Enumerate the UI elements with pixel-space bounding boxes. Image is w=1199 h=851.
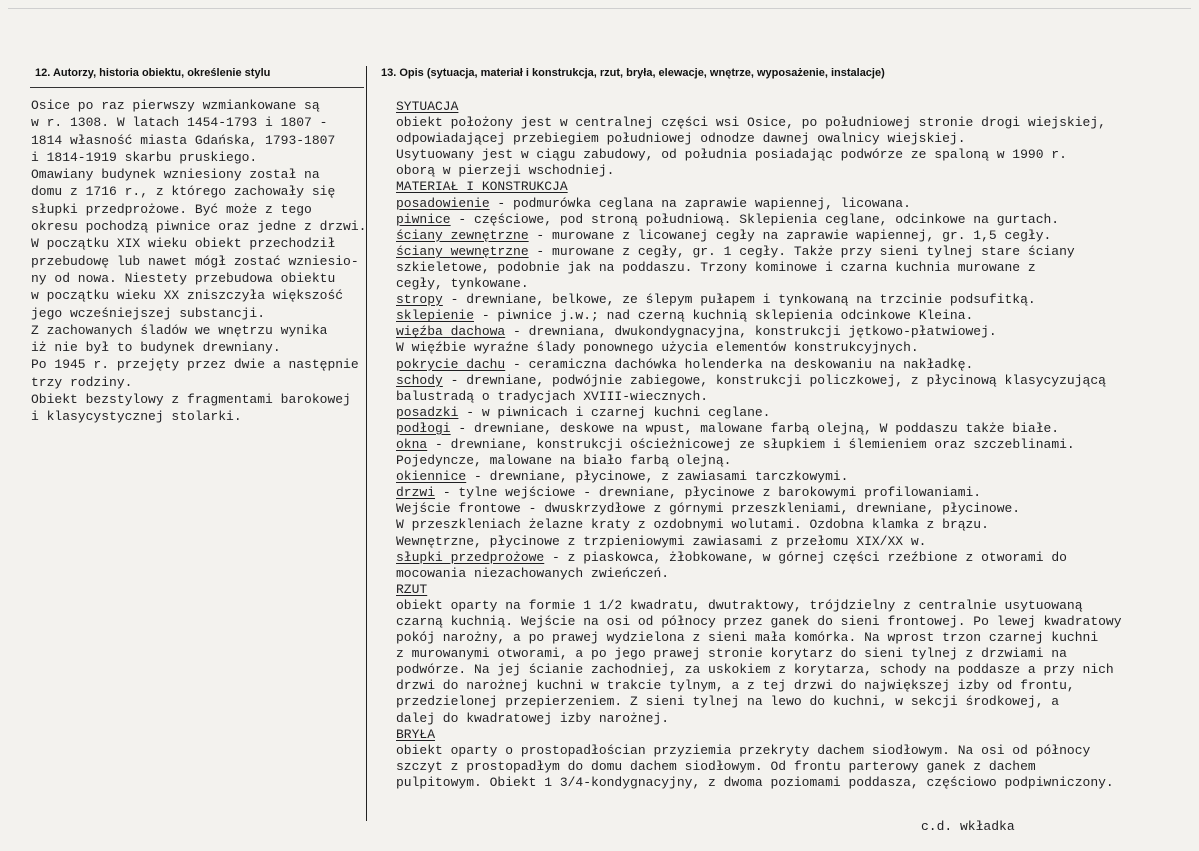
description-line <box>396 711 1176 727</box>
history-line: w r. 1308. W latach 1454-1793 i 1807 - <box>31 115 328 131</box>
description-text-run: czarną kuchnią. Wejście na osi od północy przez ganek do sieni frontowej. Po lewej kwadratowy <box>396 614 1122 629</box>
history-line: Osice po raz pierwszy wzmiankowane są <box>31 98 320 113</box>
description-text-run: Pojedyncze, malowane na biało farbą olejną. <box>396 453 732 469</box>
description-term: ściany zewnętrzne <box>396 227 529 243</box>
description-text-run: szczyt z prostopadłym do domu dachem siodłowym. Od frontu parterowy ganek z dachem <box>396 758 1036 774</box>
description-text-run: z murowanymi otworami, a po jego prawej stronie korytarz do sieni tylnej z drzwiami na <box>396 646 1067 662</box>
description-line <box>396 678 1176 694</box>
description-term: schody <box>396 372 443 388</box>
description-line <box>396 260 1176 276</box>
description-line <box>396 163 1176 179</box>
description-text-run: - ceramiczna dachówka holenderka na deskowaniu na nakładkę. <box>505 356 974 372</box>
description-term: MATERIAŁ I KONSTRUKCJA <box>396 179 568 195</box>
description-text-run: podwórze. Na jej ścianie zachodniej, za uskokiem z korytarza, schody na poddasze a przy nich <box>396 662 1114 678</box>
section-12-header: 12. Autorzy, historia obiektu, określenie stylu <box>35 67 271 79</box>
description-line <box>396 389 1176 405</box>
description-text-run: przedzielonej przepierzeniem. Z sieni tylnej na lewo do kuchni, w sekcji środkowej, a <box>396 694 1060 710</box>
history-line: okresu pochodzą piwnice oraz jedne z drzwi. <box>31 219 367 235</box>
description-text-run: - drewniane, belkowe, ze ślepym pułapem i tynkowaną na trzcinie podsufitką. <box>442 292 1036 308</box>
description-term: drzwi <box>396 485 436 501</box>
history-line: Omawiany budynek wzniesiony został na <box>31 167 320 183</box>
description-text-run: mocowania niezachowanych zwieńczeń. <box>396 565 670 581</box>
description-line <box>396 405 1176 421</box>
description-text-run: balustradą o tradycjach XVIII-wiecznych. <box>396 388 709 404</box>
description-text-run: szkieletowe, podobnie jak na poddaszu. Trzony kominowe i czarna kuchnia murowane z <box>396 259 1036 275</box>
description-text-run: - częściowe, pod stroną południową. Sklepienia ceglane, odcinkowe na gurtach. <box>450 211 1060 227</box>
description-text-run: - w piwnicach i czarnej kuchni ceglane. <box>458 404 771 420</box>
history-line: Po 1945 r. przejęty przez dwie a następnie <box>31 357 359 373</box>
description-term: RZUT <box>396 581 428 597</box>
description-term: SYTUACJA <box>396 99 459 114</box>
description-text-run: odpowiadającej przebiegiem południowej odnodze dawnej owalnicy wiejskiej. <box>396 131 966 147</box>
description-line <box>396 196 1176 212</box>
description-line <box>396 421 1176 437</box>
history-line: Z zachowanych śladów we wnętrzu wynika <box>31 322 328 338</box>
description-line <box>396 614 1176 630</box>
description-term: posadowienie <box>396 195 490 211</box>
description-term: sklepienie <box>396 308 475 324</box>
section-13-header: 13. Opis (sytuacja, materiał i konstrukcja, rzut, bryła, elewacje, wnętrze, wyposażenie, instalacje) <box>381 67 885 79</box>
description-text-run: - podmurówka ceglana na zaprawie wapiennej, licowana. <box>489 195 911 211</box>
description-line <box>396 244 1176 260</box>
description-line <box>396 727 1176 743</box>
description-line <box>396 694 1176 710</box>
description-text-run: obiekt położony jest w centralnej części wsi Osice, po południowej stronie drogi wiejskiej, <box>396 115 1106 131</box>
history-line: W początku XIX wieku obiekt przechodził <box>31 236 336 252</box>
history-line: słupki przedprożowe. Być może z tego <box>31 201 312 217</box>
description-text-run: Wejście frontowe - dwuskrzydłowe z górnymi przeszkleniami, drewniane, płycinowe. <box>396 501 1021 517</box>
description-line <box>396 324 1176 340</box>
description-term: słupki przedprożowe <box>396 549 545 565</box>
history-text <box>31 97 371 426</box>
description-line <box>396 147 1176 163</box>
description-text-run: pokój narożny, a po prawej wydzielona z sieni mała komórka. Na wprost trzon czarnej kuchni <box>396 630 1099 646</box>
history-line: 1814 własność miasta Gdańska, 1793-1807 <box>31 132 336 148</box>
description-line <box>396 469 1176 485</box>
description-line <box>396 437 1176 453</box>
description-line <box>396 212 1176 228</box>
description-line <box>396 340 1176 356</box>
description-term: okiennice <box>396 469 467 485</box>
description-term: okna <box>396 436 428 452</box>
description-line <box>396 775 1176 791</box>
description-text-run: - tylne wejściowe - drewniane, płycinowe z barokowymi profilowaniami. <box>435 485 982 501</box>
description-text-run: W więźbie wyraźne ślady ponownego użycia elementów konstrukcyjnych. <box>396 340 919 356</box>
description-term: więźba dachowa <box>396 324 506 340</box>
description-line <box>396 501 1176 517</box>
description-term: BRYŁA <box>396 726 436 742</box>
description-text-run: W przeszkleniach żelazne kraty z ozdobnymi wolutami. Ozdobna klamka z brązu. <box>396 517 989 533</box>
description-term: ściany wewnętrzne <box>396 243 529 259</box>
description-line <box>396 598 1176 614</box>
description-line <box>396 534 1176 550</box>
history-line: przebudowę lub nawet mógł zostać wzniesio- <box>31 253 359 269</box>
description-line <box>396 582 1176 598</box>
description-term: pokrycie dachu <box>396 356 506 372</box>
description-text <box>396 99 1176 791</box>
description-line <box>396 179 1176 195</box>
description-text-run: Usytuowany jest w ciągu zabudowy, od południa posiadając podwórze ze spaloną w 1990 r. <box>396 147 1067 163</box>
description-line <box>396 373 1176 389</box>
description-text-run: - piwnice j.w.; nad czerną kuchnią sklepienia odcinkowe Kleina. <box>474 308 974 324</box>
description-text-run: pulpitowym. Obiekt 1 3/4-kondygnacyjny, z dwoma poziomami poddasza, częściowo podpiwniczony. <box>396 774 1114 790</box>
description-line <box>396 131 1176 147</box>
description-text-run: - drewniane, podwójnie zabiegowe, konstrukcji policzkowej, z płycinową klasycyzującą <box>442 372 1106 388</box>
description-text-run: Wewnętrzne, płycinowe z trzpieniowymi zawiasami z przełomu XIX/XX w. <box>396 533 927 549</box>
description-line <box>396 453 1176 469</box>
history-line: trzy rodziny. <box>31 374 133 390</box>
history-line: w początku wieku XX zniszczyła większość <box>31 288 344 304</box>
history-line: i 1814-1919 skarbu pruskiego. <box>31 149 258 165</box>
history-line: jego wcześniejszej substancji. <box>31 305 266 321</box>
description-line <box>396 308 1176 324</box>
history-line: ny od nowa. Niestety przebudowa obiektu <box>31 270 336 286</box>
description-line <box>396 357 1176 373</box>
description-text-run: obiekt oparty na formie 1 1/2 kwadratu, dwutraktowy, trójdzielny z centralnie usytuowaną <box>396 597 1083 613</box>
description-line <box>396 485 1176 501</box>
description-term: posadzki <box>396 404 459 420</box>
description-term: stropy <box>396 292 443 308</box>
history-line: iż nie był to budynek drewniany. <box>31 340 281 356</box>
description-text-run: obiekt oparty o prostopadłościan przyziemia przekryty dachem siodłowym. Na osi od północy <box>396 742 1091 758</box>
description-text-run: - drewniane, deskowe na wpust, malowane farbą olejną, W poddaszu także białe. <box>450 420 1060 436</box>
description-text-run: dalej do kwadratowej izby narożnej. <box>396 710 670 726</box>
description-line <box>396 276 1176 292</box>
description-line <box>396 292 1176 308</box>
description-line <box>396 743 1176 759</box>
history-line: i klasycystycznej stolarki. <box>31 409 242 425</box>
description-text-run: - drewniane, płycinowe, z zawiasami tarczkowymi. <box>466 469 849 485</box>
description-term: piwnice <box>396 211 451 227</box>
description-line <box>396 630 1176 646</box>
left-header-rule <box>30 87 364 88</box>
description-line <box>396 517 1176 533</box>
description-text-run: - drewniana, dwukondygnacyjna, konstrukcji jętkowo-płatwiowej. <box>505 324 997 340</box>
description-line <box>396 550 1176 566</box>
description-text-run: cegły, tynkowane. <box>396 276 529 292</box>
description-line <box>396 228 1176 244</box>
description-text-run: oborą w pierzeji wschodniej. <box>396 163 615 179</box>
description-line <box>396 646 1176 662</box>
description-line <box>396 566 1176 582</box>
description-text-run: - murowane z licowanej cegły na zaprawie wapiennej, gr. 1,5 cegły. <box>528 227 1052 243</box>
description-term: podłogi <box>396 420 451 436</box>
description-line <box>396 99 1176 115</box>
description-text-run: - murowane z cegły, gr. 1 cegły. Także przy sieni tylnej stare ściany <box>528 243 1075 259</box>
history-line: domu z 1716 r., z którego zachowały się <box>31 184 336 200</box>
description-text-run: - z piaskowca, żłobkowane, w górnej części rzeźbione z otworami do <box>544 549 1067 565</box>
description-line <box>396 115 1176 131</box>
continued-note: c.d. wkładka <box>921 819 1015 834</box>
description-text-run: - drewniane, konstrukcji ościeżnicowej ze słupkiem i ślemieniem oraz szczeblinami. <box>427 436 1075 452</box>
description-line <box>396 759 1176 775</box>
description-text-run: drzwi do narożnej kuchni w trakcie tylnym, a z tej drzwi do największej izby od frontu, <box>396 678 1075 694</box>
description-line <box>396 662 1176 678</box>
history-line: Obiekt bezstylowy z fragmentami barokowej <box>31 392 351 408</box>
